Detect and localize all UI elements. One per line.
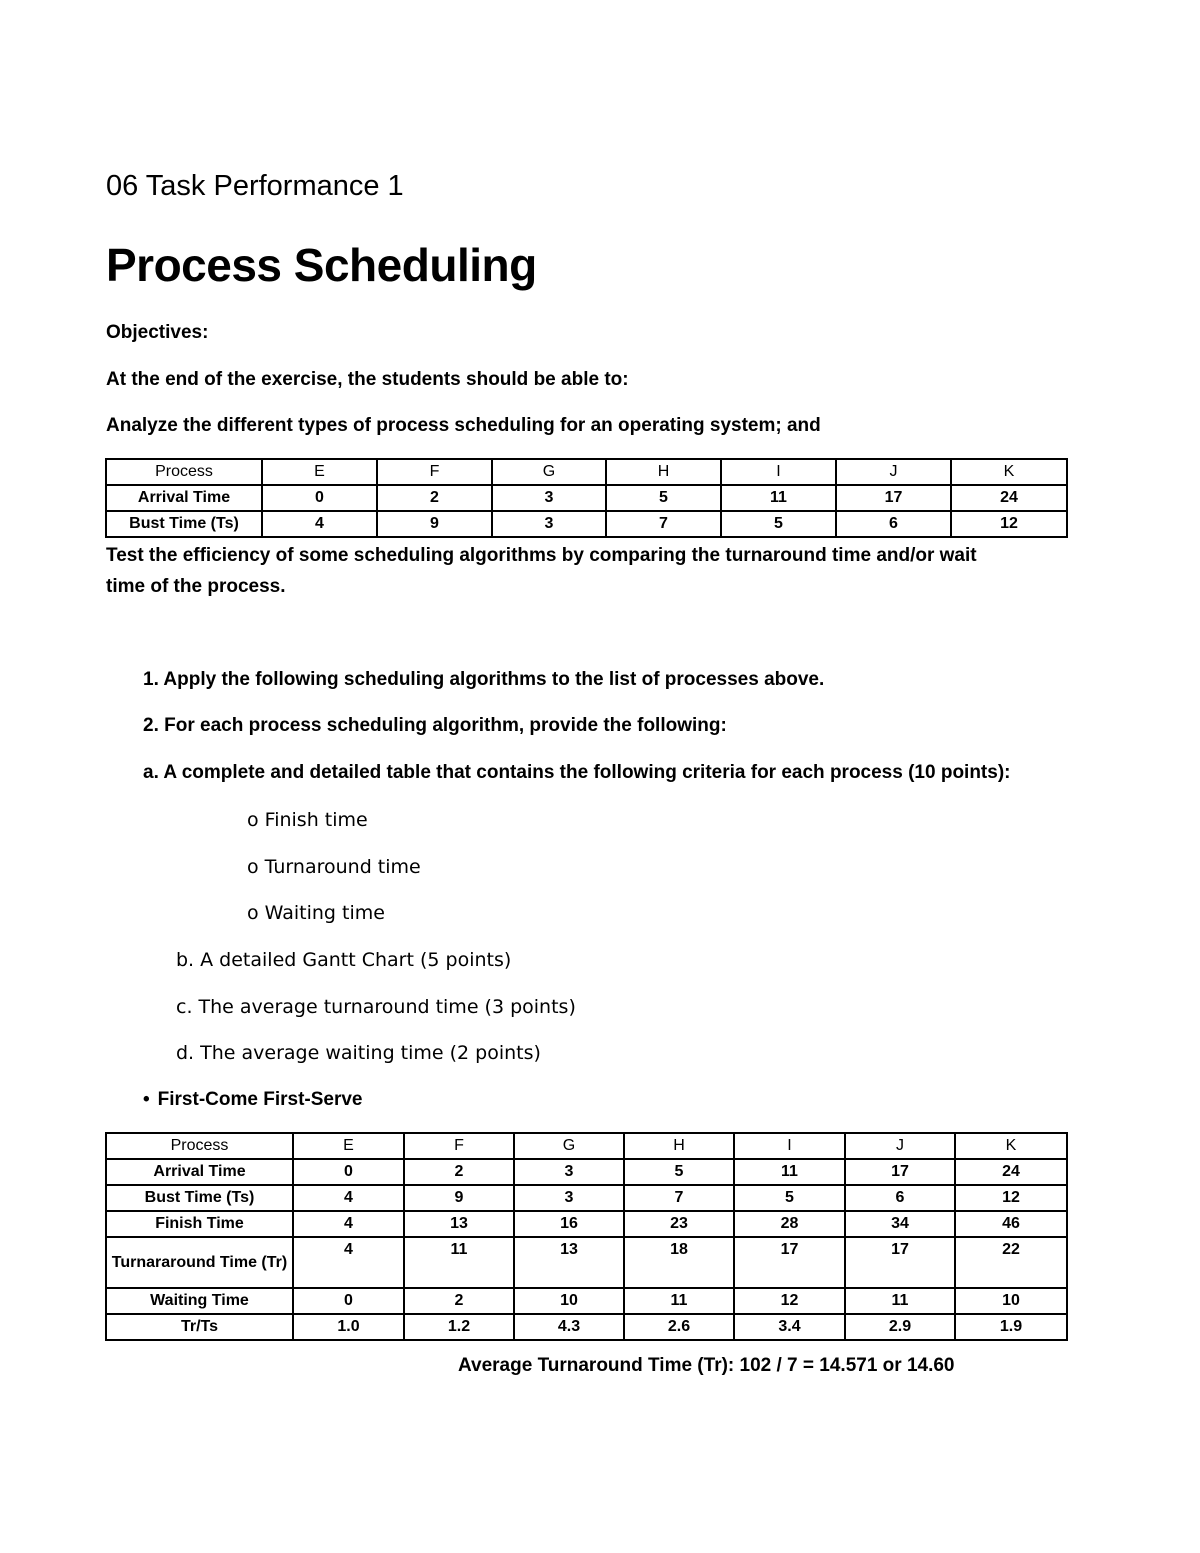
table-cell: 0 [293, 1159, 404, 1185]
table-cell: 2 [404, 1159, 514, 1185]
table-row [106, 1314, 1067, 1340]
objective-line-2a: Test the efficiency of some scheduling algorithms by comparing the turnaround time and/or wait [106, 545, 977, 566]
table-cell: 3.4 [734, 1314, 845, 1340]
table-row [106, 1211, 1067, 1237]
table-cell: 6 [836, 511, 951, 537]
table-cell: 11 [404, 1237, 514, 1288]
table-cell: 12 [734, 1288, 845, 1314]
table-cell: 0 [293, 1288, 404, 1314]
row-label: Finish Time [106, 1211, 293, 1237]
row-label: Turnararound Time (Tr) [106, 1237, 293, 1288]
table-header-cell: E [262, 459, 377, 485]
table-cell: 12 [951, 511, 1067, 537]
table-cell: 10 [514, 1288, 624, 1314]
table-header-cell: F [377, 459, 492, 485]
criteria-waiting-time: o Waiting time [247, 902, 385, 924]
table-cell: 24 [955, 1159, 1067, 1185]
table-cell: 34 [845, 1211, 955, 1237]
table-row [106, 1288, 1067, 1314]
table-cell: 1.9 [955, 1314, 1067, 1340]
table-cell: 1.2 [404, 1314, 514, 1340]
objective-line-1: Analyze the different types of process scheduling for an operating system; and [106, 415, 821, 436]
objectives-label: Objectives: [106, 322, 209, 343]
row-label: Tr/Ts [106, 1314, 293, 1340]
table-row [106, 485, 1067, 511]
table-header-cell: Process [106, 459, 262, 485]
table-row [106, 1237, 1067, 1288]
table-cell: 24 [951, 485, 1067, 511]
table-cell: 7 [606, 511, 721, 537]
table-cell: 11 [721, 485, 836, 511]
table-header-cell: F [404, 1133, 514, 1159]
instruction-step-b: b. A detailed Gantt Chart (5 points) [176, 949, 512, 971]
row-label: Bust Time (Ts) [106, 1185, 293, 1211]
table-cell: 1.0 [293, 1314, 404, 1340]
table-cell: 5 [606, 485, 721, 511]
table-cell: 13 [404, 1211, 514, 1237]
table-cell: 0 [262, 485, 377, 511]
fcfs-table [105, 1132, 1068, 1341]
fcfs-heading-label: First-Come First-Serve [157, 1089, 363, 1110]
table-header-cell: H [624, 1133, 734, 1159]
table-cell: 11 [845, 1288, 955, 1314]
table-cell: 11 [624, 1288, 734, 1314]
table-cell: 16 [514, 1211, 624, 1237]
table-header-cell: G [514, 1133, 624, 1159]
table-cell: 6 [845, 1185, 955, 1211]
table-header-cell: J [845, 1133, 955, 1159]
table-cell: 4 [262, 511, 377, 537]
table-cell: 3 [514, 1159, 624, 1185]
objectives-intro: At the end of the exercise, the students should be able to: [106, 369, 629, 390]
table-cell: 2 [404, 1288, 514, 1314]
table-header-row [106, 1133, 1067, 1159]
table-header-cell: K [951, 459, 1067, 485]
table-cell: 11 [734, 1159, 845, 1185]
table-cell: 4 [293, 1237, 404, 1288]
table-cell: 17 [845, 1159, 955, 1185]
objective-line-2b: time of the process. [106, 576, 286, 597]
table-cell: 18 [624, 1237, 734, 1288]
table-cell: 17 [845, 1237, 955, 1288]
row-label: Bust Time (Ts) [106, 511, 262, 537]
table-cell: 23 [624, 1211, 734, 1237]
table-cell: 9 [404, 1185, 514, 1211]
instruction-step-a: a. A complete and detailed table that contains the following criteria for each process (10 points): [143, 762, 1011, 783]
document-title: Process Scheduling [106, 239, 537, 291]
table-cell: 3 [492, 511, 606, 537]
row-label: Arrival Time [106, 1159, 293, 1185]
table-cell: 28 [734, 1211, 845, 1237]
table-header-cell: I [721, 459, 836, 485]
table-header-cell: I [734, 1133, 845, 1159]
instruction-step-2: 2. For each process scheduling algorithm, provide the following: [143, 715, 727, 736]
table-cell: 4 [293, 1211, 404, 1237]
table-cell: 2.6 [624, 1314, 734, 1340]
row-label: Arrival Time [106, 485, 262, 511]
table-cell: 10 [955, 1288, 1067, 1314]
criteria-turnaround-time: o Turnaround time [247, 856, 421, 878]
bullet-icon: • [143, 1089, 150, 1110]
table-row [106, 511, 1067, 537]
table-cell: 46 [955, 1211, 1067, 1237]
table-cell: 3 [492, 485, 606, 511]
table-cell: 12 [955, 1185, 1067, 1211]
instruction-step-d: d. The average waiting time (2 points) [176, 1042, 541, 1064]
table-cell: 5 [734, 1185, 845, 1211]
table-cell: 4.3 [514, 1314, 624, 1340]
table-row [106, 1185, 1067, 1211]
table-header-cell: J [836, 459, 951, 485]
table-row [106, 1159, 1067, 1185]
table-cell: 3 [514, 1185, 624, 1211]
fcfs-heading [143, 1089, 363, 1111]
table-cell: 2 [377, 485, 492, 511]
table-cell: 5 [624, 1159, 734, 1185]
instruction-step-c: c. The average turnaround time (3 points) [176, 996, 576, 1018]
table-cell: 17 [836, 485, 951, 511]
process-table [105, 458, 1068, 538]
table-cell: 2.9 [845, 1314, 955, 1340]
table-header-row [106, 459, 1067, 485]
document-subtitle: 06 Task Performance 1 [106, 170, 404, 202]
table-header-cell: H [606, 459, 721, 485]
criteria-finish-time: o Finish time [247, 809, 368, 831]
table-cell: 7 [624, 1185, 734, 1211]
average-turnaround-time: Average Turnaround Time (Tr): 102 / 7 = 14.571 or 14.60 [458, 1355, 955, 1376]
table-header-cell: K [955, 1133, 1067, 1159]
table-cell: 17 [734, 1237, 845, 1288]
table-header-cell: Process [106, 1133, 293, 1159]
table-header-cell: G [492, 459, 606, 485]
table-header-cell: E [293, 1133, 404, 1159]
table-cell: 9 [377, 511, 492, 537]
table-cell: 4 [293, 1185, 404, 1211]
table-cell: 22 [955, 1237, 1067, 1288]
table-cell: 13 [514, 1237, 624, 1288]
instruction-step-1: 1. Apply the following scheduling algorithms to the list of processes above. [143, 669, 825, 690]
table-cell: 5 [721, 511, 836, 537]
row-label: Waiting Time [106, 1288, 293, 1314]
